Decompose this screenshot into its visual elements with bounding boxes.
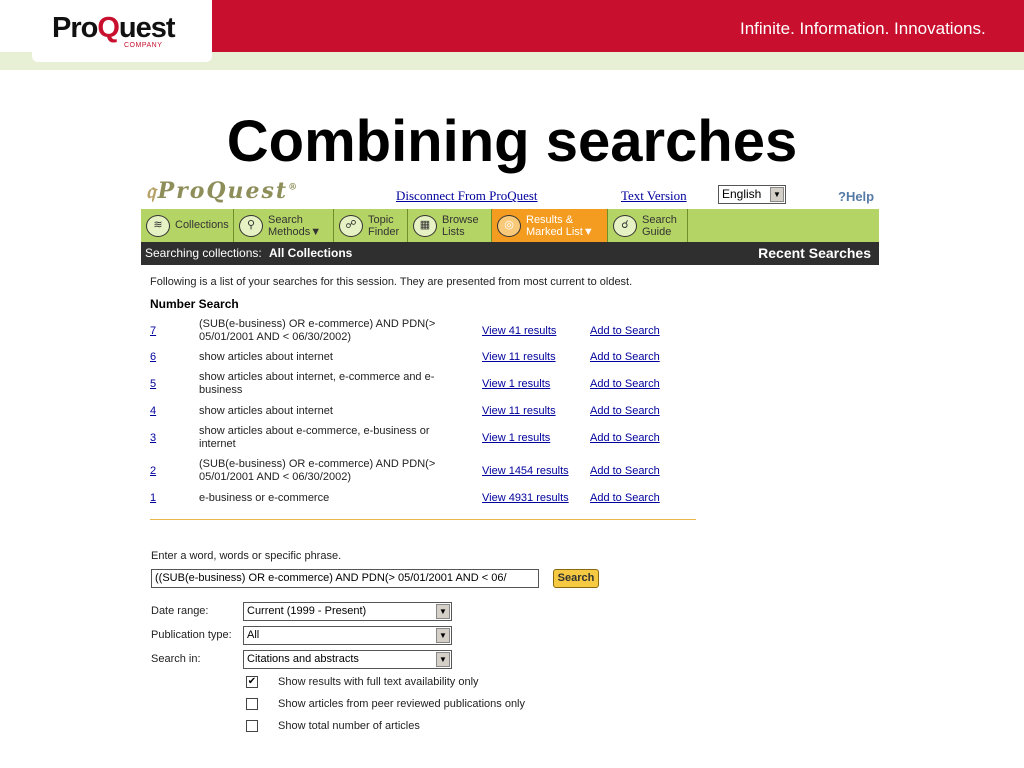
proquest-company-logo: ProQuest	[52, 12, 175, 44]
publication-type-value: All	[247, 629, 260, 641]
add-to-search-link[interactable]: Add to Search	[590, 465, 660, 477]
search-query: show articles about e-commerce, e-business or internet	[199, 425, 430, 450]
nav-bar	[141, 209, 879, 242]
search-button[interactable]: Search	[553, 569, 599, 588]
nav-search-guide-line2: Guide	[642, 226, 672, 238]
logo-company-text: COMPANY	[124, 42, 163, 49]
view-results-link[interactable]: View 4931 results	[482, 492, 569, 504]
nav-search-methods-line2: Methods▼	[268, 226, 322, 238]
help-link[interactable]: ?Help	[838, 189, 875, 204]
search-number-link[interactable]: 3	[150, 432, 157, 444]
proquest-app-logo: 𝔮ProQuest®	[146, 178, 300, 204]
search-row-3	[150, 425, 710, 453]
search-guide-icon: ☌	[613, 215, 637, 237]
column-header: Number Search	[150, 297, 239, 311]
dropdown-arrow-icon: ▼	[436, 628, 450, 643]
full-text-checkbox[interactable]	[246, 676, 258, 688]
search-row-2	[150, 458, 710, 486]
topic-finder-icon: ☍	[339, 215, 363, 237]
view-results-link[interactable]: View 1 results	[482, 432, 551, 444]
intro-text: Following is a list of your searches for this session. They are presented from most current to oldest.	[150, 276, 633, 288]
nav-search-methods[interactable]	[234, 209, 334, 242]
search-in-value: Citations and abstracts	[247, 653, 359, 665]
search-query: show articles about internet	[199, 351, 333, 363]
add-to-search-link[interactable]: Add to Search	[590, 378, 660, 390]
nav-browse-lists-line2: Lists	[442, 226, 465, 238]
search-row-6	[150, 351, 710, 365]
checkmark-icon: ✔	[247, 676, 257, 687]
nav-collections-label: Collections	[175, 219, 229, 231]
peer-reviewed-checkbox[interactable]	[246, 698, 258, 710]
view-results-link[interactable]: View 11 results	[482, 405, 556, 417]
date-range-label: Date range:	[151, 605, 209, 617]
search-in-select[interactable]	[243, 650, 452, 669]
add-to-search-link[interactable]: Add to Search	[590, 405, 660, 417]
search-in-label: Search in:	[151, 653, 201, 665]
nav-results-marked-list[interactable]	[492, 209, 608, 242]
search-row-5	[150, 371, 710, 399]
view-results-link[interactable]: View 1454 results	[482, 465, 569, 477]
slide-title: Combining searches	[226, 109, 798, 174]
search-row-4	[150, 405, 710, 419]
add-to-search-link[interactable]: Add to Search	[590, 432, 660, 444]
nav-collections[interactable]	[141, 209, 234, 242]
status-label: Searching collections:	[145, 246, 262, 260]
nav-topic-finder[interactable]	[334, 209, 408, 242]
search-number-link[interactable]: 7	[150, 325, 157, 337]
publication-type-label: Publication type:	[151, 629, 232, 641]
status-bar	[141, 242, 879, 265]
search-query: (SUB(e-business) OR e-commerce) AND PDN(> 05/01/2001 AND < 06/30/2002)	[199, 458, 436, 483]
disconnect-link[interactable]: Disconnect From ProQuest	[396, 188, 538, 203]
slide-header	[0, 0, 1024, 70]
nav-browse-lists[interactable]	[408, 209, 492, 242]
peer-reviewed-checkbox-label: Show articles from peer reviewed publications only	[278, 698, 526, 710]
view-results-link[interactable]: View 1 results	[482, 378, 551, 390]
date-range-value: Current (1999 - Present)	[247, 605, 367, 617]
search-number-link[interactable]: 5	[150, 378, 157, 390]
search-number-link[interactable]: 4	[150, 405, 157, 417]
full-text-checkbox-label: Show results with full text availability only	[278, 676, 479, 688]
publication-type-select[interactable]	[243, 626, 452, 645]
language-select[interactable]	[718, 185, 786, 204]
search-row-1	[150, 492, 710, 506]
dropdown-arrow-icon: ▼	[436, 652, 450, 667]
magnifier-icon: ⚲	[239, 215, 263, 237]
language-value: English	[722, 187, 762, 201]
tagline: Infinite. Information. Innovations.	[740, 19, 986, 38]
nav-topic-finder-line2: Finder	[368, 226, 400, 238]
add-to-search-link[interactable]: Add to Search	[590, 325, 660, 337]
view-results-link[interactable]: View 41 results	[482, 325, 557, 337]
search-query: e-business or e-commerce	[199, 492, 330, 504]
page-title: Recent Searches	[758, 245, 871, 261]
add-to-search-link[interactable]: Add to Search	[590, 351, 660, 363]
total-articles-checkbox-label: Show total number of articles	[278, 720, 420, 732]
date-range-select[interactable]	[243, 602, 452, 621]
search-query: (SUB(e-business) OR e-commerce) AND PDN(> 05/01/2001 AND < 06/30/2002)	[199, 318, 436, 343]
nav-results-line2: Marked List▼	[526, 226, 594, 238]
search-input[interactable]: ((SUB(e-business) OR e-commerce) AND PDN(> 05/01/2001 AND < 06/	[151, 569, 539, 588]
search-query: show articles about internet, e-commerce and e-business	[199, 371, 435, 396]
dropdown-arrow-icon: ▼	[770, 187, 784, 202]
text-version-link[interactable]: Text Version	[621, 188, 687, 203]
collections-icon: ≋	[146, 215, 170, 237]
browse-lists-icon: ▦	[413, 215, 437, 237]
search-number-link[interactable]: 2	[150, 465, 157, 477]
nav-browse-lists-line1: Browse	[442, 214, 479, 226]
view-results-link[interactable]: View 11 results	[482, 351, 556, 363]
nav-search-methods-line1: Search	[268, 214, 303, 226]
search-number-link[interactable]: 6	[150, 351, 157, 363]
dropdown-arrow-icon: ▼	[436, 604, 450, 619]
total-articles-checkbox[interactable]	[246, 720, 258, 732]
results-target-icon: ◎	[497, 215, 521, 237]
nav-search-guide-line1: Search	[642, 214, 677, 226]
search-number-link[interactable]: 1	[150, 492, 157, 504]
nav-search-guide[interactable]	[608, 209, 688, 242]
status-collections-value: All Collections	[269, 246, 353, 260]
divider	[150, 519, 696, 520]
search-query: show articles about internet	[199, 405, 333, 417]
search-row-7	[150, 318, 710, 346]
add-to-search-link[interactable]: Add to Search	[590, 492, 660, 504]
nav-results-line1: Results &	[526, 214, 574, 226]
search-input-label: Enter a word, words or specific phrase.	[151, 550, 342, 562]
nav-topic-finder-line1: Topic	[368, 214, 394, 226]
